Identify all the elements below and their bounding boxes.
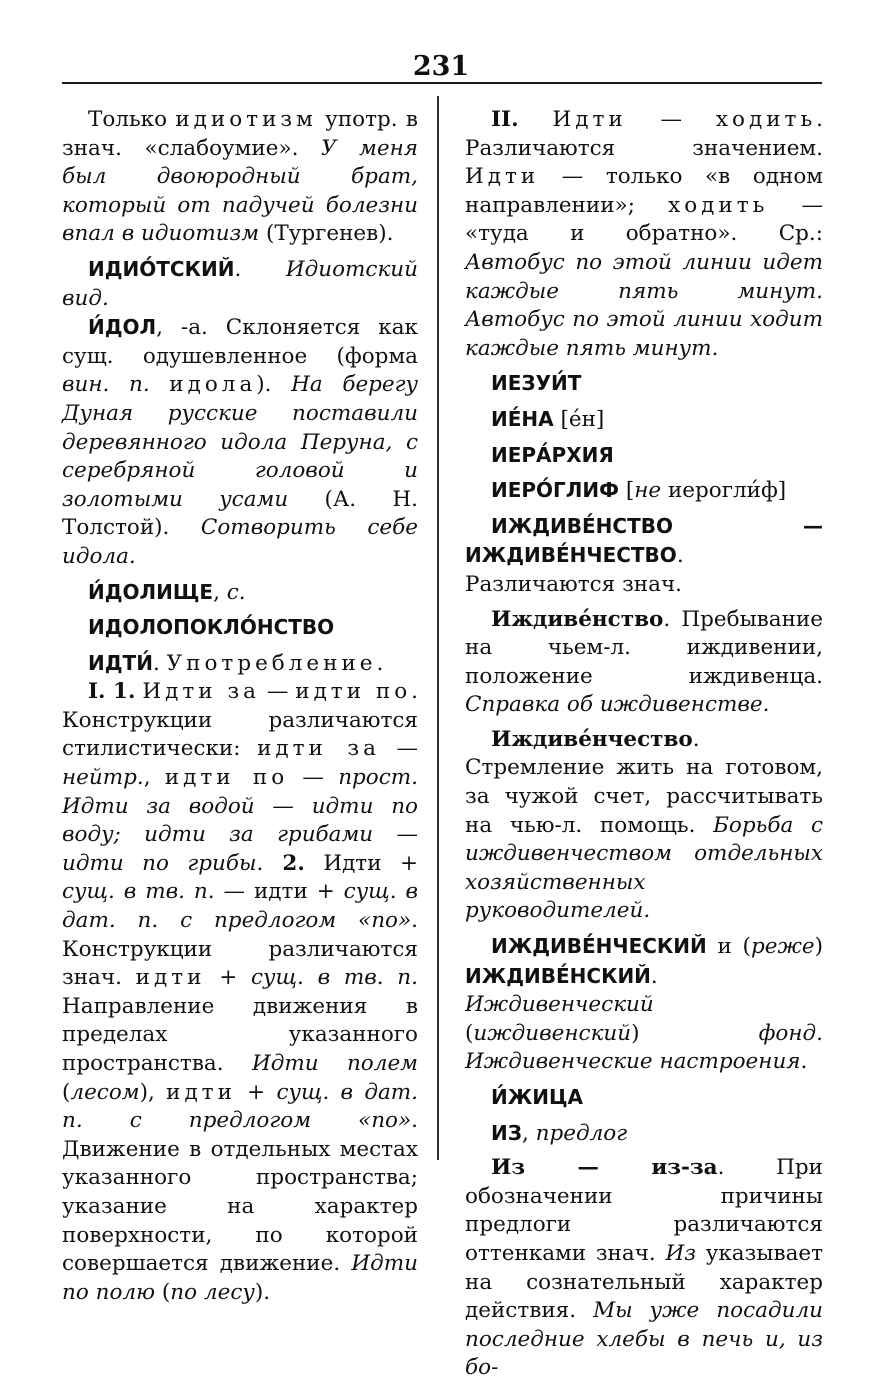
example: На берегу Дуная русские поставили деревянного идола Перуна, с серебряной головой и золотыми усами — [62, 372, 418, 512]
entry-izhdivenstvo: ИЖДИВЕ́НСТВО — ИЖДИВЕ́НЧЕСТВО. Различаются знач. — [465, 513, 823, 597]
headword: ИЖДИВЕ́НСКИЙ — [465, 963, 651, 988]
entry-iz: ИЗ, предлог — [491, 1120, 628, 1146]
left-column — [62, 106, 418, 1307]
headword: ИДОЛОПОКЛО́НСТВО — [88, 615, 335, 640]
column-divider — [437, 96, 439, 1160]
entry-izhdivenchestvo-def: Иждиве́нчество. Стремление жить на готовом, за чужой счет, рассчитывать на чью-л. помощь. Борьба с иждивенчеством отдельных хозяйственных руководителей. — [465, 726, 824, 924]
entry-iena — [465, 405, 823, 435]
entry-idti: ИДТИ́. Употребление. — [88, 650, 388, 676]
term: Из — из-за — [491, 1155, 718, 1181]
headword: ИЗ — [491, 1120, 522, 1145]
headword: ИЖДИВЕ́НЧЕСКИЙ — [491, 934, 707, 959]
entry-idol: И́ДОЛ, -а. Склоняется как сущ. одушевленное (форма вин. п. идола). На берегу Дуная русские поставили деревянного идола Перуна, с серебряной головой и золотыми усами (А. Н. Толстой). Сотворить себе идола. — [62, 315, 418, 569]
entry-idti-hodit: II. Идти — ходить. Различаются значением. Идти — только «в одном направлении»; ходить — «туда и обратно». Ср.: Автобус по этой линии идет каждые пять минут. Автобус по этой линии ходит каждые пять минут. — [465, 107, 823, 361]
section-number: II. — [491, 107, 519, 132]
spaced-word: идиотизм — [175, 107, 317, 132]
headword: ИЖДИВЕ́НСТВО — ИЖДИВЕ́НЧЕСТВО — [465, 513, 823, 568]
right-column — [465, 106, 823, 1383]
pronunciation: [е́н] — [553, 406, 605, 432]
headword: И́ДОЛИЩЕ — [88, 579, 214, 604]
headword: ИЕРО́ГЛИФ — [491, 478, 619, 503]
entry-iezuit — [465, 369, 823, 399]
entry-ieroglif: ИЕРО́ГЛИФ [не иерогли́ф] — [491, 478, 787, 504]
headword: ИДТИ́ — [88, 650, 153, 675]
entry-idolishche: И́ДОЛИЩЕ, с. — [88, 579, 246, 605]
page-number: 231 — [412, 51, 470, 82]
part-of-speech: предлог — [535, 1120, 628, 1146]
term: Иждиве́нство — [491, 606, 664, 632]
example: Автобус по этой линии идет каждые пять минут. Автобус по этой линии ходит каждые пять минут. — [465, 249, 823, 361]
section-number: 2. — [263, 850, 305, 876]
term: Иждиве́нчество — [491, 726, 693, 752]
headword: ИДИО́ТСКИЙ — [88, 256, 235, 281]
entry-idiotizm: Только идиотизм употр. в знач. «слабоумие». У меня был двоюродный брат, который от падучей болезни впал в идиотизм (Тургенев). — [62, 107, 418, 247]
headword: ИЕРА́РХИЯ — [491, 442, 614, 467]
example: Сотворить себе идола. — [62, 515, 418, 569]
entry-iz-izza: Из — из-за. При обозначении причины предлоги различаются оттенками знач. Из указывает на сознательный характер действия. Мы уже посадили последние хлебы в печь и, из бо- — [465, 1155, 824, 1381]
example: Мы уже посадили последние хлебы в печь и, из бо- — [465, 1298, 823, 1381]
example: Борьба с иждивенчеством отдельных хозяйственных руководителей. — [465, 812, 824, 924]
entry-izhitsa — [465, 1083, 823, 1113]
headword: И́ЖИЦА — [491, 1085, 583, 1109]
example: Идиотский вид. — [62, 256, 418, 311]
headword: ИЕ́НА — [491, 406, 554, 431]
entry-idti-usage: I. 1. Идти за — идти по. Конструкции различаются стилистически: идти за — нейтр., идти по — прост. Идти за водой — идти по воду; идти за грибами — идти по грибы. 2. Идти + сущ. в тв. п. — идти + сущ. в дат. п. с предлогом «по». Конструкции различаются знач. идти + сущ. в тв. п. Направление движения в пределах указанного пространства. Идти полем (лесом), идти + сущ. в дат. п. с предлогом «по». Движение в отдельных местах указанного пространства; указание на характер поверхности, по которой совершается движение. Идти по полю (по лесу). — [62, 679, 419, 1305]
grammar-abbr: вин. п. — [62, 372, 150, 398]
usage-label: Употребление. — [166, 650, 388, 676]
headword: И́ДОЛ — [88, 315, 157, 340]
entry-izhdivenstvo-def: Иждиве́нство. Пребывание на чьем-л. иждивении, положение иждивенца. Справка об иждивенстве. — [465, 606, 823, 718]
entry-idiotsky: ИДИО́ТСКИЙ. Идиотский вид. — [62, 256, 418, 311]
entry-ierarkhiya — [465, 441, 823, 471]
header-rule — [62, 82, 822, 84]
example: У меня был двоюродный брат, который от падучей болезни впал в идиотизм — [62, 135, 418, 247]
gender-label: с. — [226, 579, 246, 605]
entry-izhdivenchesky: ИЖДИВЕ́НЧЕСКИЙ и (реже) ИЖДИВЕ́НСКИЙ. Иждивенческий (иждивенский) фонд. Иждивенческие настроения. — [465, 934, 823, 1075]
headword: ИЕЗУИ́Т — [491, 371, 582, 396]
entry-idolopoklonstvo — [62, 613, 418, 643]
spaced-word: идола — [169, 372, 257, 398]
section-number: I. 1. — [88, 679, 136, 705]
example: Справка об иждивенстве. — [465, 692, 770, 718]
